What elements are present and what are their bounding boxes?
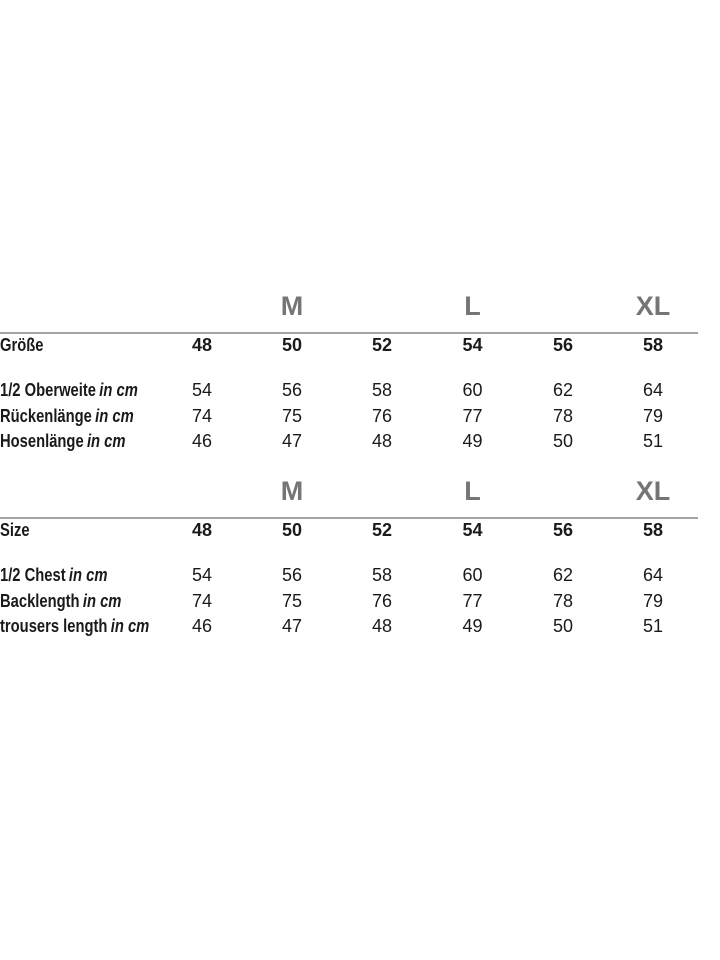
measure-value: 50 — [552, 615, 574, 636]
table-row-backlength — [0, 404, 698, 428]
size-value: 52 — [337, 332, 427, 357]
empty-cell — [518, 542, 608, 561]
row-unit: in cm — [95, 405, 134, 426]
row-label: Rückenlänge — [0, 405, 92, 426]
letter-cell-xl — [608, 293, 698, 319]
row-label-cell — [0, 404, 157, 428]
measure-value: 79 — [642, 405, 664, 426]
measure-value: 58 — [371, 564, 393, 585]
measure-value: 75 — [281, 590, 303, 611]
measure-value: 60 — [462, 379, 483, 400]
measure-value: 79 — [642, 590, 664, 611]
letter-cell-m — [247, 478, 337, 504]
letter-sizes-row-german — [0, 293, 698, 319]
letter-cell-xl — [608, 478, 698, 504]
letter-spacer — [518, 478, 608, 504]
letter-spacer — [337, 478, 427, 504]
measure-value: 74 — [191, 405, 213, 426]
size-chart-english — [0, 478, 720, 639]
letter-spacer — [337, 293, 427, 319]
measure-value: 77 — [462, 405, 483, 426]
letter-cell-l — [427, 478, 518, 504]
table-row-empty — [0, 542, 698, 561]
size-table-english — [0, 517, 698, 639]
measure-value: 78 — [552, 590, 574, 611]
table-row-trousers — [0, 613, 698, 639]
letter-spacer — [157, 293, 247, 319]
measure-value: 76 — [371, 405, 393, 426]
row-label: Backlength — [0, 590, 80, 611]
empty-cell — [337, 542, 427, 561]
size-letter-l: L — [464, 476, 481, 506]
measure-value: 76 — [371, 590, 393, 611]
table-row-trousers — [0, 428, 698, 454]
measure-value: 46 — [191, 615, 213, 636]
measure-value: 50 — [552, 430, 574, 451]
row-label-cell — [0, 517, 157, 542]
empty-cell — [337, 357, 427, 376]
letter-cell-l — [427, 293, 518, 319]
size-value: 54 — [427, 332, 518, 357]
measure-value: 64 — [642, 564, 664, 585]
measure-value: 77 — [462, 590, 483, 611]
table-row-empty — [0, 357, 698, 376]
size-value: 52 — [337, 517, 427, 542]
letter-cell-m — [247, 293, 337, 319]
row-label-cell — [0, 376, 157, 404]
row-label: Größe — [0, 335, 44, 355]
measure-value: 49 — [462, 430, 483, 451]
empty-cell — [0, 357, 157, 376]
row-label: trousers length — [0, 615, 108, 636]
size-letter-xl: XL — [635, 476, 671, 506]
row-unit: in cm — [68, 564, 108, 585]
letter-spacer — [0, 478, 157, 504]
measure-value: 74 — [191, 590, 213, 611]
row-label: Size — [0, 520, 30, 540]
size-value: 48 — [157, 332, 247, 357]
empty-cell — [518, 357, 608, 376]
empty-cell — [608, 542, 698, 561]
size-value: 48 — [157, 517, 247, 542]
row-unit: in cm — [110, 615, 150, 636]
empty-cell — [427, 542, 518, 561]
table-row-backlength — [0, 589, 698, 613]
measure-value: 62 — [552, 564, 574, 585]
letter-spacer — [157, 478, 247, 504]
size-value: 58 — [608, 517, 698, 542]
row-label-cell — [0, 428, 157, 454]
empty-cell — [157, 542, 247, 561]
measure-value: 48 — [371, 430, 393, 451]
measure-value: 75 — [281, 405, 303, 426]
size-value: 56 — [518, 517, 608, 542]
size-letter-l: L — [464, 291, 481, 321]
size-value: 50 — [247, 332, 337, 357]
measure-value: 60 — [462, 564, 483, 585]
measure-value: 51 — [642, 615, 664, 636]
measure-value: 47 — [281, 615, 303, 636]
measure-value: 78 — [552, 405, 574, 426]
row-label-cell — [0, 589, 157, 613]
size-letter-m: M — [280, 476, 304, 506]
measure-value: 51 — [642, 430, 664, 451]
measure-value: 49 — [462, 615, 483, 636]
row-label-cell — [0, 613, 157, 639]
row-label: 1/2 Chest — [0, 564, 66, 585]
size-value: 54 — [427, 517, 518, 542]
empty-cell — [247, 542, 337, 561]
measure-value: 54 — [191, 564, 213, 585]
measure-value: 46 — [191, 430, 213, 451]
row-unit: in cm — [86, 430, 126, 451]
empty-cell — [247, 357, 337, 376]
letter-sizes-row-english — [0, 478, 698, 504]
row-label-cell — [0, 332, 157, 357]
table-row-chest — [0, 561, 698, 589]
empty-cell — [0, 542, 157, 561]
size-letter-xl: XL — [635, 291, 671, 321]
letter-spacer — [0, 293, 157, 319]
measure-value: 48 — [371, 615, 393, 636]
measure-value: 56 — [281, 379, 303, 400]
empty-cell — [608, 357, 698, 376]
measure-value: 58 — [371, 379, 393, 400]
size-table-german — [0, 332, 698, 454]
size-value: 56 — [518, 332, 608, 357]
row-unit: in cm — [82, 590, 122, 611]
size-value: 58 — [608, 332, 698, 357]
measure-value: 54 — [191, 379, 213, 400]
row-label: 1/2 Oberweite — [0, 379, 96, 400]
measure-value: 64 — [642, 379, 664, 400]
measure-value: 47 — [281, 430, 303, 451]
measure-value: 56 — [281, 564, 303, 585]
table-row-sizes — [0, 332, 698, 357]
letter-spacer — [518, 293, 608, 319]
size-chart-german — [0, 293, 720, 454]
size-letter-m: M — [280, 291, 304, 321]
table-row-chest — [0, 376, 698, 404]
empty-cell — [157, 357, 247, 376]
row-unit: in cm — [99, 379, 138, 400]
measure-value: 62 — [552, 379, 574, 400]
empty-cell — [427, 357, 518, 376]
table-row-sizes — [0, 517, 698, 542]
size-value: 50 — [247, 517, 337, 542]
row-label-cell — [0, 561, 157, 589]
row-label: Hosenlänge — [0, 430, 84, 451]
